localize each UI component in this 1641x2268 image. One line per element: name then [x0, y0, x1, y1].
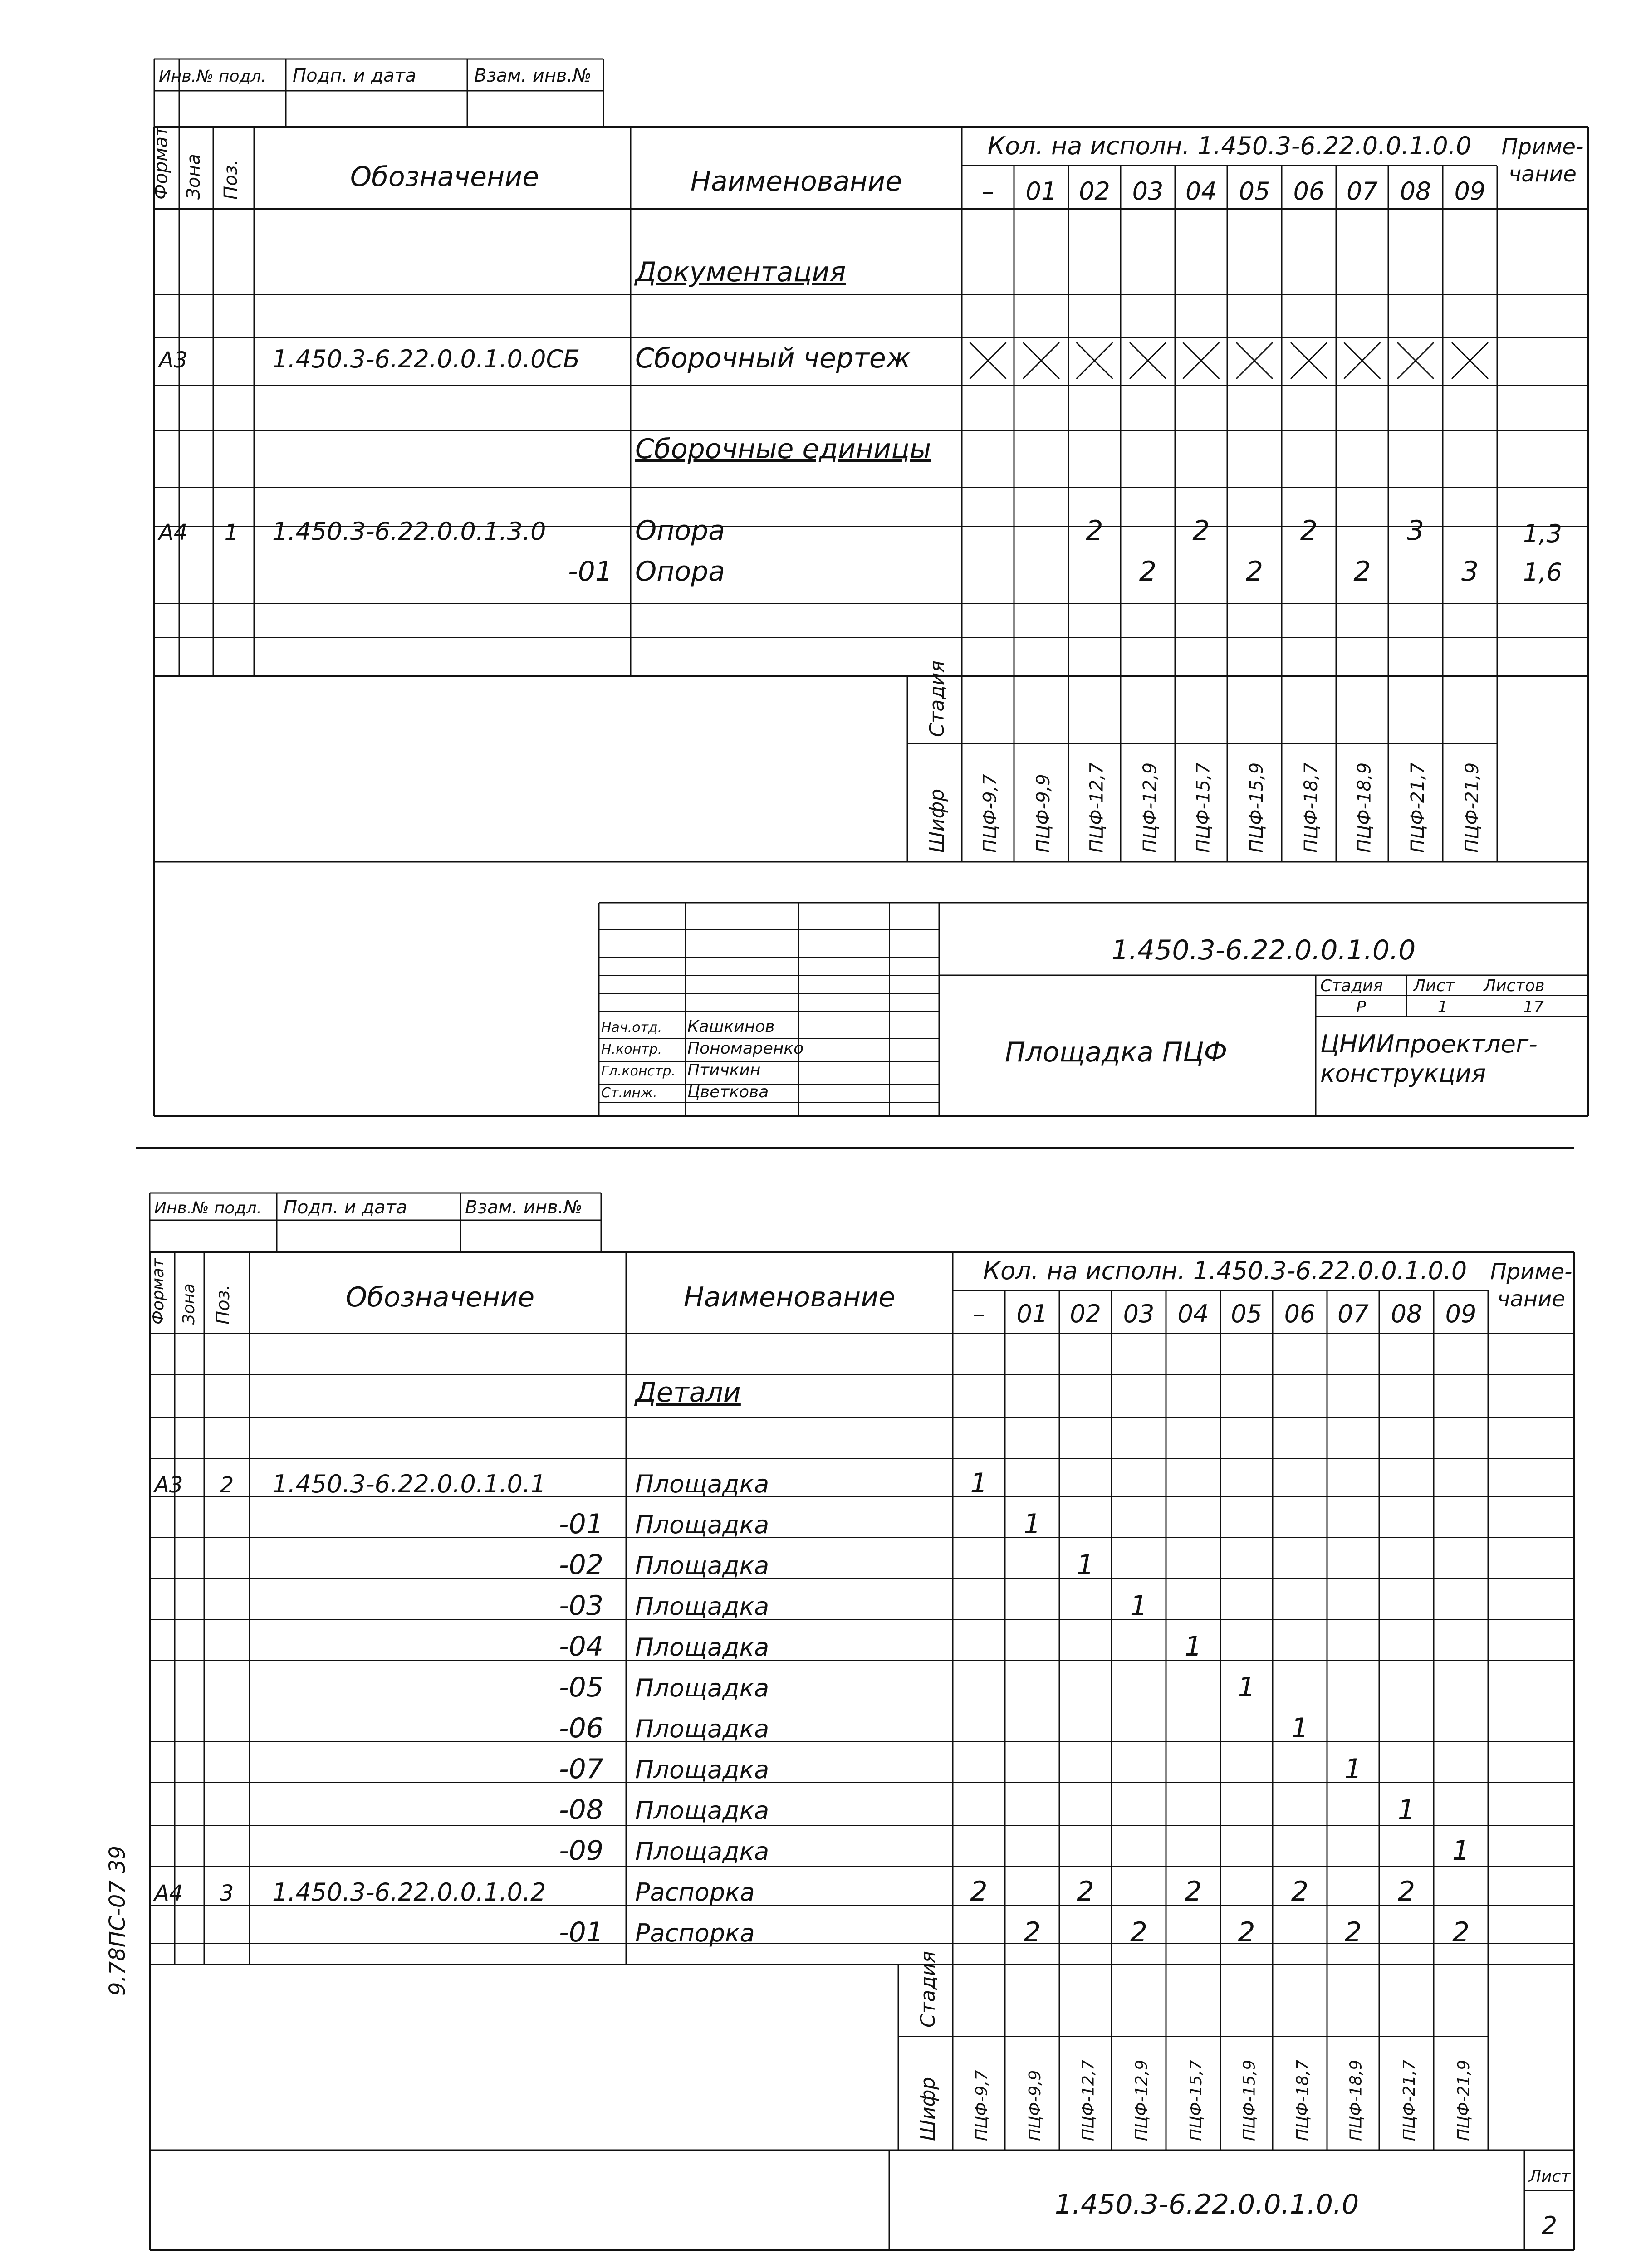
- tb-org: ЦНИИпроектлег-: [1320, 1030, 1538, 1058]
- cipher-value: ПЦФ-18,9: [1354, 762, 1375, 853]
- col-variant-head: 04: [1185, 177, 1217, 205]
- row-name: Площадка: [635, 1551, 769, 1580]
- col-variant-head: 03: [1123, 1300, 1155, 1328]
- table-grid-lines: [136, 59, 1588, 2250]
- row-format: А4: [154, 1881, 183, 1906]
- qty-value: 2: [1023, 1916, 1041, 1948]
- col-variant-head: 07: [1337, 1300, 1369, 1328]
- row-name: Площадка: [635, 1592, 769, 1621]
- bottom-sheet: 2: [1541, 2211, 1558, 2240]
- bottom-code: 1.450.3-6.22.0.0.1.0.0: [1054, 2189, 1359, 2220]
- col-variant-head: 05: [1231, 1300, 1262, 1328]
- qty-value: 1: [1184, 1631, 1202, 1662]
- row-pos: 3: [220, 1881, 234, 1906]
- col-variant-head: 01: [1016, 1300, 1048, 1328]
- col-designation-head: Обозначение: [345, 1281, 535, 1313]
- col-variant-head: 06: [1293, 177, 1325, 205]
- col-variant-head: 09: [1445, 1300, 1477, 1328]
- title-name: Площадка ПЦФ: [1004, 1036, 1228, 1068]
- row-designation: -04: [559, 1631, 603, 1662]
- person-role: Гл.констр.: [601, 1063, 676, 1079]
- cipher-value: ПЦФ-18,9: [1347, 2059, 1366, 2141]
- row-designation: -08: [559, 1794, 603, 1826]
- qty-value: 2: [1245, 556, 1264, 587]
- col-variant-head: 02: [1079, 177, 1110, 205]
- col-name-head: Наименование: [690, 166, 902, 197]
- qty-value: 2: [1086, 515, 1103, 547]
- col-variant-head: 08: [1391, 1300, 1422, 1328]
- row-designation: 1.450.3-6.22.0.0.1.3.0: [272, 517, 546, 546]
- row-name: Площадка: [635, 1715, 769, 1743]
- col-note-head: чание: [1509, 161, 1577, 187]
- qty-value: 2: [1077, 1876, 1094, 1907]
- person-name: Птичкин: [687, 1061, 761, 1080]
- col-name-head: Наименование: [683, 1281, 896, 1313]
- row-designation: 1.450.3-6.22.0.0.1.0.1: [272, 1470, 546, 1498]
- tb-sheet-head: Лист: [1413, 977, 1455, 995]
- row-pos: 2: [220, 1472, 234, 1498]
- row-designation: 1.450.3-6.22.0.0.1.0.2: [272, 1878, 546, 1906]
- qty-value: 3: [1406, 515, 1425, 547]
- cipher-value: ПЦФ-15,7: [1193, 762, 1214, 853]
- row-name: Площадка: [635, 1674, 769, 1702]
- person-name: Кашкинов: [687, 1017, 775, 1036]
- cipher-label: Шифр: [926, 788, 949, 853]
- col-variant-head: 02: [1070, 1300, 1101, 1328]
- tb-sheets-head: Листов: [1484, 977, 1545, 995]
- cipher-value: ПЦФ-21,7: [1400, 2059, 1419, 2141]
- col-designation-head: Обозначение: [350, 161, 539, 193]
- header-inv-label: Инв.№ подл.: [154, 1199, 262, 1217]
- qty-value: 2: [1130, 1916, 1148, 1948]
- col-variant-head: 08: [1400, 177, 1431, 205]
- qty-value: 2: [1139, 556, 1157, 587]
- bottom-sheet-head: Лист: [1529, 2167, 1571, 2186]
- person-role: Нач.отд.: [601, 1020, 662, 1036]
- row-name: Распорка: [635, 1878, 755, 1906]
- header-vzam-label: Взам. инв.№: [474, 65, 592, 86]
- tb-sheets: 17: [1523, 998, 1544, 1017]
- row-name: Опора: [635, 556, 725, 587]
- row-designation: -09: [559, 1835, 603, 1867]
- row-format: А3: [154, 1472, 183, 1498]
- stage-label: Стадия: [926, 660, 949, 737]
- row-designation: -01: [559, 1508, 603, 1540]
- cipher-value: ПЦФ-9,7: [972, 2070, 991, 2141]
- row-designation: -01: [568, 556, 612, 587]
- qty-value: 1: [970, 1467, 988, 1499]
- margin-stamp: 9.78ПС-07 39: [105, 1845, 130, 1996]
- row-note: 1,3: [1523, 519, 1562, 548]
- col-note-head: Приме-: [1490, 1259, 1572, 1285]
- row-name: Опора: [635, 515, 725, 547]
- col-variant-head: 09: [1454, 177, 1486, 205]
- cipher-value: ПЦФ-15,9: [1246, 762, 1267, 853]
- person-name: Цветкова: [687, 1083, 769, 1101]
- qty-value: 1: [1344, 1753, 1362, 1785]
- row-pos: 1: [224, 520, 239, 545]
- tb-org: конструкция: [1320, 1059, 1486, 1088]
- row-name: Площадка: [635, 1633, 769, 1662]
- qty-value: 2: [1184, 1876, 1202, 1907]
- cipher-value: ПЦФ-9,7: [980, 774, 1001, 853]
- col-variant-head: 03: [1132, 177, 1164, 205]
- row-format: А3: [159, 347, 188, 373]
- cipher-value: ПЦФ-12,9: [1132, 2059, 1151, 2141]
- cipher-value: ПЦФ-12,7: [1086, 762, 1107, 853]
- col-zone-head: Зона: [180, 1283, 198, 1325]
- qty-value: 2: [1192, 515, 1210, 547]
- row-designation: -01: [559, 1916, 603, 1948]
- section-assemblies: Сборочные единицы: [635, 433, 931, 465]
- qty-value: 2: [1353, 556, 1371, 587]
- cipher-label: Шифр: [916, 2077, 940, 2141]
- row-name: Площадка: [635, 1755, 769, 1784]
- col-note-head: чание: [1497, 1286, 1565, 1312]
- col-note-head: Приме-: [1501, 134, 1584, 160]
- qty-value: 1: [1077, 1549, 1094, 1581]
- title-code: 1.450.3-6.22.0.0.1.0.0: [1111, 934, 1416, 966]
- cipher-value: ПЦФ-12,7: [1079, 2059, 1098, 2141]
- col-format-head: Формат: [149, 1258, 167, 1325]
- header-sign-label: Подп. и дата: [284, 1197, 407, 1218]
- cipher-value: ПЦФ-12,9: [1140, 762, 1161, 853]
- col-variant-head: 05: [1239, 177, 1270, 205]
- row-designation: -07: [559, 1753, 603, 1785]
- header-sign-label: Подп. и дата: [293, 65, 416, 86]
- row-name: Площадка: [635, 1837, 769, 1866]
- col-variant-head: 07: [1347, 177, 1378, 205]
- cipher-value: ПЦФ-21,7: [1407, 762, 1428, 853]
- qty-value: 2: [1397, 1876, 1416, 1907]
- row-name: Площадка: [635, 1470, 769, 1498]
- col-variant-head: –: [973, 1300, 985, 1328]
- col-format-head: Формат: [151, 126, 171, 200]
- row-name: Площадка: [635, 1796, 769, 1825]
- row-designation: -06: [559, 1712, 603, 1744]
- qty-value: 1: [1452, 1835, 1470, 1867]
- header-vzam-label: Взам. инв.№: [465, 1197, 583, 1218]
- qty-value: 1: [1023, 1508, 1041, 1540]
- row-designation: -03: [559, 1590, 603, 1622]
- col-variant-head: –: [982, 177, 994, 205]
- table-texts: [105, 65, 1583, 2240]
- row-name: Сборочный чертеж: [635, 342, 911, 374]
- qty-value: 2: [1300, 515, 1318, 547]
- col-variant-head: 06: [1284, 1300, 1316, 1328]
- col-pos-head: Поз.: [213, 1284, 234, 1325]
- col-pos-head: Поз.: [220, 159, 241, 200]
- section-details: Детали: [635, 1377, 741, 1408]
- qty-value: 2: [1344, 1916, 1362, 1948]
- person-name: Пономаренко: [687, 1039, 804, 1058]
- tb-sheet: 1: [1437, 998, 1448, 1017]
- person-role: Ст.инж.: [601, 1085, 657, 1101]
- qty-value: 2: [970, 1876, 988, 1907]
- cipher-value: ПЦФ-18,7: [1293, 2059, 1312, 2141]
- col-variant-head: 04: [1177, 1300, 1209, 1328]
- row-designation: 1.450.3-6.22.0.0.1.0.0СБ: [272, 345, 580, 373]
- cipher-value: ПЦФ-9,9: [1026, 2070, 1044, 2141]
- row-name: Распорка: [635, 1919, 755, 1947]
- section-docs: Документация: [635, 256, 846, 288]
- cipher-value: ПЦФ-9,9: [1033, 774, 1054, 853]
- col-qty-head: Кол. на исполн. 1.450.3-6.22.0.0.1.0.0: [983, 1256, 1467, 1285]
- col-qty-head: Кол. на исполн. 1.450.3-6.22.0.0.1.0.0: [987, 132, 1472, 160]
- row-designation: -05: [559, 1672, 603, 1703]
- qty-value: 2: [1238, 1916, 1255, 1948]
- tb-stage-head: Стадия: [1320, 977, 1383, 995]
- cipher-value: ПЦФ-21,9: [1462, 762, 1483, 853]
- cipher-value: ПЦФ-15,9: [1240, 2059, 1259, 2141]
- person-role: Н.контр.: [601, 1041, 662, 1057]
- qty-value: 2: [1291, 1876, 1309, 1907]
- row-note: 1,6: [1523, 558, 1562, 587]
- tb-stage: Р: [1356, 998, 1366, 1017]
- qty-value: 3: [1461, 556, 1479, 587]
- cipher-value: ПЦФ-15,7: [1187, 2059, 1205, 2141]
- row-format: А4: [159, 520, 188, 545]
- col-zone-head: Зона: [183, 154, 204, 200]
- qty-value: 1: [1291, 1712, 1309, 1744]
- col-variant-head: 01: [1025, 177, 1057, 205]
- row-designation: -02: [559, 1549, 603, 1581]
- qty-value: 1: [1130, 1590, 1148, 1622]
- stage-label: Стадия: [916, 1951, 940, 2028]
- cipher-value: ПЦФ-18,7: [1301, 762, 1322, 853]
- qty-value: 1: [1397, 1794, 1416, 1826]
- row-name: Площадка: [635, 1510, 769, 1539]
- cipher-value: ПЦФ-21,9: [1455, 2059, 1473, 2141]
- header-inv-label: Инв.№ подл.: [159, 67, 266, 86]
- qty-value: 1: [1238, 1672, 1255, 1703]
- qty-value: 2: [1452, 1916, 1470, 1948]
